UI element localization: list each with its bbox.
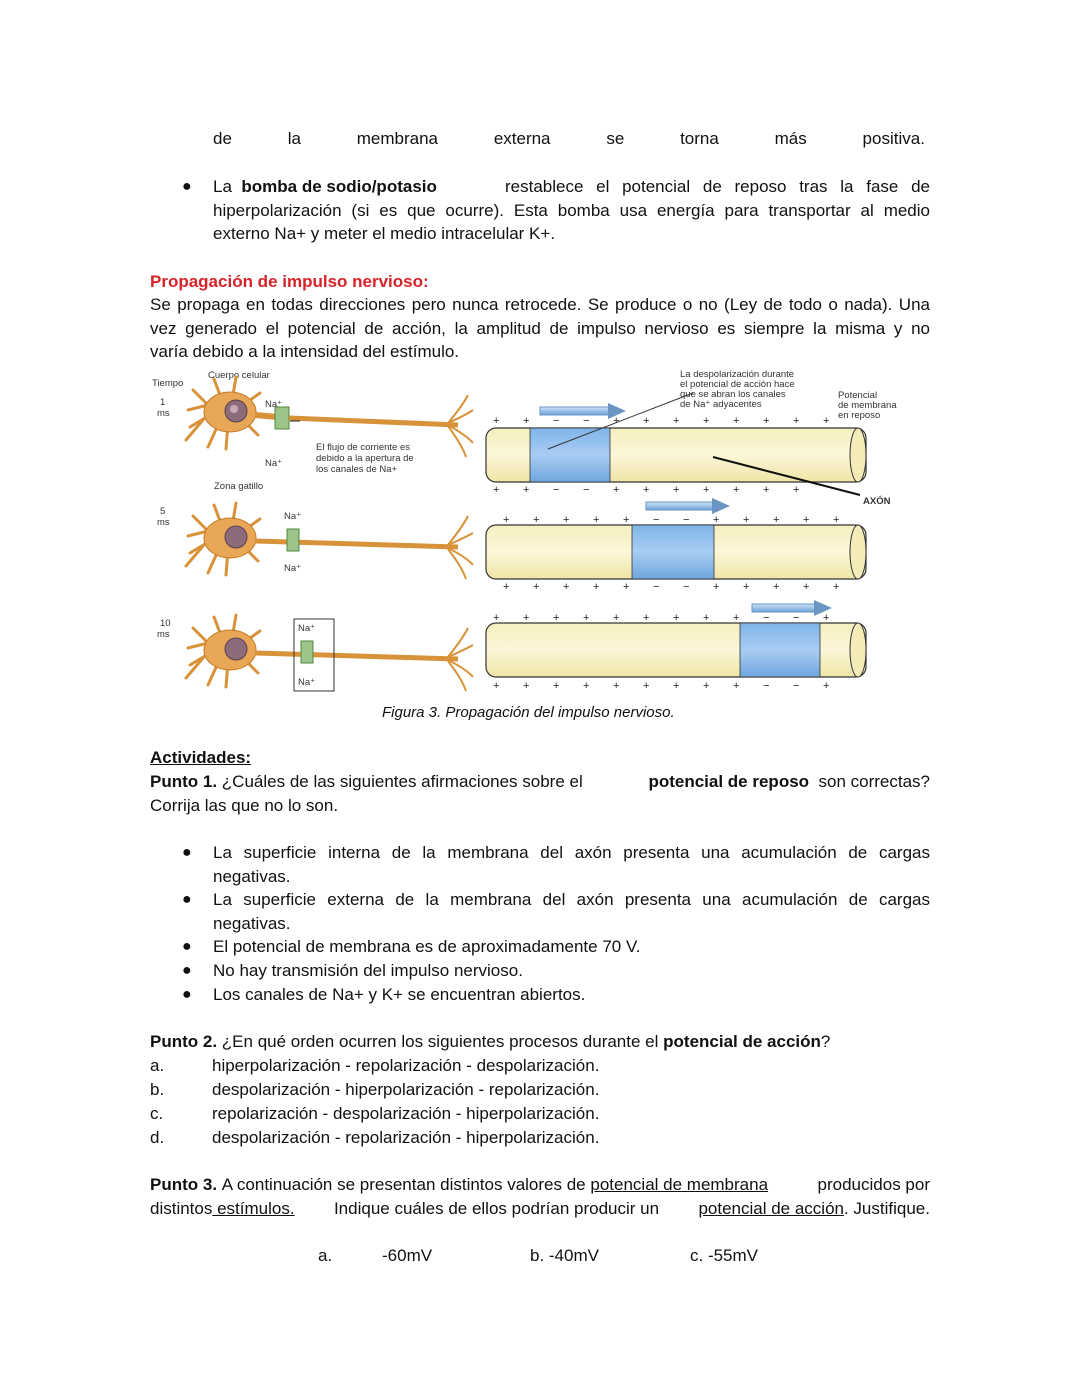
propagation-line-3: varía debido a la intensidad del estímulo. bbox=[150, 342, 460, 361]
p3-value-b: b. -40mV bbox=[530, 1246, 599, 1265]
svg-text:+: + bbox=[643, 612, 650, 624]
propagation-line-1: Se propaga en todas direcciones pero nunca retrocede. Se produce o no (Ley de todo o nada). Una bbox=[150, 295, 930, 314]
svg-text:+: + bbox=[703, 680, 710, 692]
svg-text:+: + bbox=[613, 680, 620, 692]
intro-word: externa bbox=[493, 129, 551, 148]
svg-text:+: + bbox=[833, 581, 840, 593]
bullet-dot-icon: ● bbox=[182, 986, 192, 1003]
svg-text:+: + bbox=[673, 612, 680, 624]
punto-1-line-2: Corrija las que no lo son. bbox=[150, 795, 339, 815]
svg-text:+: + bbox=[823, 612, 830, 624]
resting-note-line-3: en reposo bbox=[838, 410, 881, 421]
svg-text:−: − bbox=[583, 484, 590, 496]
punto-1-text-a: ¿Cuáles de las siguientes afirmaciones sobre el bbox=[221, 772, 583, 791]
depol-note-line-3: que se abran los canales bbox=[680, 389, 786, 400]
p3-value-c: c. -55mV bbox=[690, 1246, 759, 1265]
svg-text:+: + bbox=[593, 514, 600, 526]
p3-value-a: -60mV bbox=[382, 1246, 433, 1265]
punto-2-statement bbox=[150, 1030, 830, 1054]
current-flow-line-3: los canales de Na+ bbox=[316, 464, 398, 475]
intro-word: membrana bbox=[356, 129, 439, 148]
svg-text:+: + bbox=[523, 680, 530, 692]
time-unit-1: ms bbox=[157, 408, 170, 419]
svg-text:+: + bbox=[703, 612, 710, 624]
svg-text:−: − bbox=[653, 581, 660, 593]
svg-text:+: + bbox=[773, 514, 780, 526]
svg-text:+: + bbox=[613, 415, 620, 427]
pump-bold: bomba de sodio/potasio bbox=[241, 177, 437, 196]
p1-bullet-4: ● No hay transmisión del impulso nervioso. bbox=[150, 959, 930, 983]
svg-text:+: + bbox=[503, 581, 510, 593]
svg-text:+: + bbox=[583, 612, 590, 624]
neuron-row-2 bbox=[186, 503, 473, 579]
neuron-row-1 bbox=[186, 377, 473, 492]
bullet-dot-icon: ● bbox=[182, 938, 192, 955]
svg-text:+: + bbox=[673, 415, 680, 427]
p1-bullet-5: ● Los canales de Na+ y K+ se encuentran abiertos. bbox=[150, 983, 930, 1007]
current-flow-line-1: El flujo de corriente es bbox=[316, 442, 410, 453]
svg-text:+: + bbox=[773, 581, 780, 593]
time-value-3: 10 bbox=[160, 618, 171, 629]
cell-body-label: Cuerpo celular bbox=[208, 370, 270, 381]
svg-text:+: + bbox=[733, 484, 740, 496]
punto-2-text-a: ¿En qué orden ocurren los siguientes procesos durante el bbox=[221, 1032, 659, 1051]
na-label-top: Na⁺ bbox=[284, 511, 302, 522]
svg-text:−: − bbox=[763, 612, 770, 624]
svg-text:+: + bbox=[703, 415, 710, 427]
propagation-arrow-icon bbox=[646, 502, 714, 510]
punto-1-label: Punto 1. bbox=[150, 772, 218, 791]
na-label-bottom: Na⁺ bbox=[265, 458, 283, 469]
propagation-paragraph bbox=[150, 293, 930, 364]
pump-bullet bbox=[150, 175, 930, 246]
na-label-top: Na⁺ bbox=[298, 623, 316, 634]
bullet-dot-icon: ● bbox=[182, 891, 192, 908]
svg-text:+: + bbox=[643, 484, 650, 496]
svg-text:+: + bbox=[823, 415, 830, 427]
svg-text:+: + bbox=[713, 581, 720, 593]
p3-value-a-letter: a. bbox=[318, 1246, 333, 1265]
punto-2-label: Punto 2. bbox=[150, 1032, 218, 1051]
punto-3-statement: Punto 3. A continuación se presentan distintos valores de potencial de membrana producidos por distintos estímulos. Indique cuáles de ellos podrían producir un potencial de acción. Justifique. bbox=[150, 1175, 930, 1218]
time-label: Tiempo bbox=[152, 378, 184, 389]
p1-bullet-3: ● El potencial de membrana es de aproximadamente 70 V. bbox=[150, 935, 930, 959]
depol-note-line-2: el potencial de acción hace bbox=[680, 379, 795, 390]
intro-word: de bbox=[213, 129, 232, 148]
svg-text:−: − bbox=[583, 415, 590, 427]
svg-text:+: + bbox=[503, 514, 510, 526]
svg-text:+: + bbox=[623, 581, 630, 593]
svg-text:+: + bbox=[833, 514, 840, 526]
svg-text:+: + bbox=[553, 680, 560, 692]
svg-text:+: + bbox=[523, 484, 530, 496]
svg-text:+: + bbox=[763, 484, 770, 496]
svg-text:+: + bbox=[613, 484, 620, 496]
svg-text:+: + bbox=[803, 514, 810, 526]
pump-line-3: externo Na+ y meter el medio intracelular K+. bbox=[213, 224, 556, 243]
axon-row-2 bbox=[486, 498, 866, 579]
svg-text:+: + bbox=[703, 484, 710, 496]
intro-word: positiva. bbox=[862, 129, 925, 148]
pump-line-2: hiperpolarización (si es que ocurre). Esta bomba usa energía para transportar al medio bbox=[213, 200, 930, 220]
bullet-dot-icon: ● bbox=[182, 962, 192, 979]
svg-text:+: + bbox=[733, 680, 740, 692]
document-page: de la membrana externa se torna más positiva. ● La bomba de sodio/potasio restablece el potencial de reposo tras la fase de hiperpolarización (si es que ocurre). Esta bomba usa energía para transportar al medio externo Na+ y meter el medio intracelular K+. Propagación de impulso nervioso: Se propaga en todas direcciones pero nunca retrocede. Se produce o no (Ley de todo o nada). Una vez generado el potencial de acción, la amplitud de impulso nervioso es siempre la misma y no varía debido a la intensidad del estímulo. Tiempo Cuerpo celular 1 ms 5 ms 10 ms Na⁺ Na⁺ El flujo de corriente es debido a la apertura de los canales de Na+ Zona gatillo Na⁺ Na⁺ Na⁺ Na⁺ + + − − + + + + + + + + + + − − + + + + + + + + + + + + − − + + + + + + + + + + − − + + + + + + + + + + + + + + − − + + + + + + + + + + − − + La despolarización durante el potencial de acción hace que se abran los canales de Na⁺ adyacentes Potencial de membrana en reposo AXÓN Figura 3. Propagación del impulso nervioso. Actividades: Punto 1. ¿Cuáles de las siguientes afirmaciones sobre el potencial de reposo son correctas? Corrija las que no lo son. ● La superficie interna de la membrana del axón presenta una acumulación de cargas negativas. ● La superficie externa de la membrana del axón presenta una acumulación de cargas negativas. ● El potencial de membrana es de aproximadamente 70 V. ● No hay transmisión del impulso nervioso. ● Los canales de Na+ y K+ se encuentran abiertos. Punto 2. ¿En qué orden ocurren los siguientes procesos durante el potencial de acción? a. hiperpolarización - repolarización - despolarización. b. despolarización - hiperpolarización - repolarización. c. repolarización - despolarización - hiperpolarización. d. despolarización - repolarización - hiperpolarización. Punto 3. A continuación se presentan distintos valores de potencial de membrana producidos por distintos estímulos. Indique cuáles de ellos podrían producir un potencial de acción. Justifique. a. -60mV b. -40mV c. -55mV bbox=[0, 0, 1080, 1397]
neuron-row-3 bbox=[186, 615, 473, 691]
bullet-dot-icon: ● bbox=[182, 178, 192, 195]
punto-1-statement bbox=[150, 770, 930, 817]
propagation-heading: Propagación de impulso nervioso: bbox=[150, 272, 429, 291]
punto-2-text-b: ? bbox=[820, 1032, 831, 1051]
depol-note-line-1: La despolarización durante bbox=[680, 369, 795, 380]
svg-text:+: + bbox=[793, 415, 800, 427]
time-unit-2: ms bbox=[157, 517, 170, 528]
pump-line-1 bbox=[213, 175, 930, 199]
punto-1-text-b: son correctas? bbox=[818, 772, 930, 791]
time-value-1: 1 bbox=[160, 397, 166, 408]
svg-text:+: + bbox=[553, 612, 560, 624]
intro-word: se bbox=[606, 129, 625, 148]
bullet-dot-icon: ● bbox=[182, 844, 192, 861]
svg-text:+: + bbox=[563, 514, 570, 526]
svg-text:−: − bbox=[763, 680, 770, 692]
svg-text:+: + bbox=[583, 680, 590, 692]
time-value-2: 5 bbox=[160, 506, 166, 517]
punto-1-bold: potencial de reposo bbox=[648, 772, 810, 791]
resting-note-line-2: de membrana bbox=[838, 400, 897, 411]
p1-bullet-2: ● La superficie externa de la membrana del axón presenta una acumulación de cargas negativas. bbox=[182, 890, 930, 933]
svg-text:−: − bbox=[793, 680, 800, 692]
neuron-cell-icon bbox=[186, 377, 278, 449]
svg-text:−: − bbox=[553, 484, 560, 496]
na-label-bottom: Na⁺ bbox=[298, 677, 316, 688]
svg-text:+: + bbox=[743, 581, 750, 593]
trigger-zone-label: Zona gatillo bbox=[214, 481, 264, 492]
svg-text:+: + bbox=[803, 581, 810, 593]
na-label-bottom: Na⁺ bbox=[284, 563, 302, 574]
na-label-top: Na⁺ bbox=[265, 399, 283, 410]
svg-text:−: − bbox=[553, 415, 560, 427]
svg-text:+: + bbox=[493, 680, 500, 692]
intro-word: la bbox=[287, 129, 301, 148]
activities-heading: Actividades: bbox=[150, 748, 252, 767]
svg-text:−: − bbox=[793, 612, 800, 624]
intro-word: torna bbox=[680, 129, 719, 148]
axon-row-1 bbox=[486, 393, 866, 495]
svg-text:+: + bbox=[713, 514, 720, 526]
svg-text:+: + bbox=[563, 581, 570, 593]
na-channel-icon bbox=[287, 529, 299, 551]
svg-text:+: + bbox=[493, 484, 500, 496]
pump-pre: La bbox=[213, 177, 232, 196]
punto-2-bold: potencial de acción bbox=[663, 1032, 821, 1051]
time-unit-3: ms bbox=[157, 629, 170, 640]
svg-text:+: + bbox=[643, 415, 650, 427]
svg-text:+: + bbox=[793, 484, 800, 496]
intro-word: más bbox=[774, 129, 807, 148]
svg-text:+: + bbox=[593, 581, 600, 593]
svg-text:−: − bbox=[653, 514, 660, 526]
svg-text:+: + bbox=[673, 484, 680, 496]
pump-line1-rest: restablece el potencial de reposo tras la fase de bbox=[504, 177, 930, 196]
figure-caption: Figura 3. Propagación del impulso nervioso. bbox=[382, 704, 675, 721]
svg-text:+: + bbox=[533, 514, 540, 526]
resting-note-line-1: Potencial bbox=[838, 390, 878, 401]
na-channel-icon bbox=[275, 407, 289, 429]
svg-text:−: − bbox=[683, 514, 690, 526]
nerve-impulse-figure bbox=[148, 365, 923, 705]
p1-bullet-1: ● La superficie interna de la membrana del axón presenta una acumulación de cargas negativas. bbox=[182, 843, 930, 886]
axon-label: AXÓN bbox=[863, 496, 891, 507]
svg-text:+: + bbox=[623, 514, 630, 526]
intro-line bbox=[213, 127, 925, 151]
svg-text:+: + bbox=[733, 415, 740, 427]
svg-text:+: + bbox=[493, 415, 500, 427]
na-channel-icon bbox=[301, 641, 313, 663]
svg-text:−: − bbox=[683, 581, 690, 593]
svg-text:+: + bbox=[643, 680, 650, 692]
current-flow-line-2: debido a la apertura de bbox=[316, 453, 414, 464]
svg-text:+: + bbox=[613, 612, 620, 624]
svg-text:+: + bbox=[743, 514, 750, 526]
svg-text:+: + bbox=[733, 612, 740, 624]
svg-text:+: + bbox=[523, 415, 530, 427]
depol-note-line-4: de Na⁺ adyacentes bbox=[680, 399, 762, 410]
punto-3-label: Punto 3. bbox=[150, 1175, 218, 1194]
svg-text:+: + bbox=[763, 415, 770, 427]
svg-text:+: + bbox=[493, 612, 500, 624]
svg-text:+: + bbox=[673, 680, 680, 692]
svg-text:+: + bbox=[533, 581, 540, 593]
svg-text:+: + bbox=[823, 680, 830, 692]
propagation-arrow-icon bbox=[540, 407, 610, 415]
propagation-line-2: vez generado el potencial de acción, la amplitud de impulso nervioso es siempre la misma y no bbox=[150, 318, 930, 338]
propagation-arrow-icon bbox=[752, 604, 816, 612]
svg-text:+: + bbox=[523, 612, 530, 624]
